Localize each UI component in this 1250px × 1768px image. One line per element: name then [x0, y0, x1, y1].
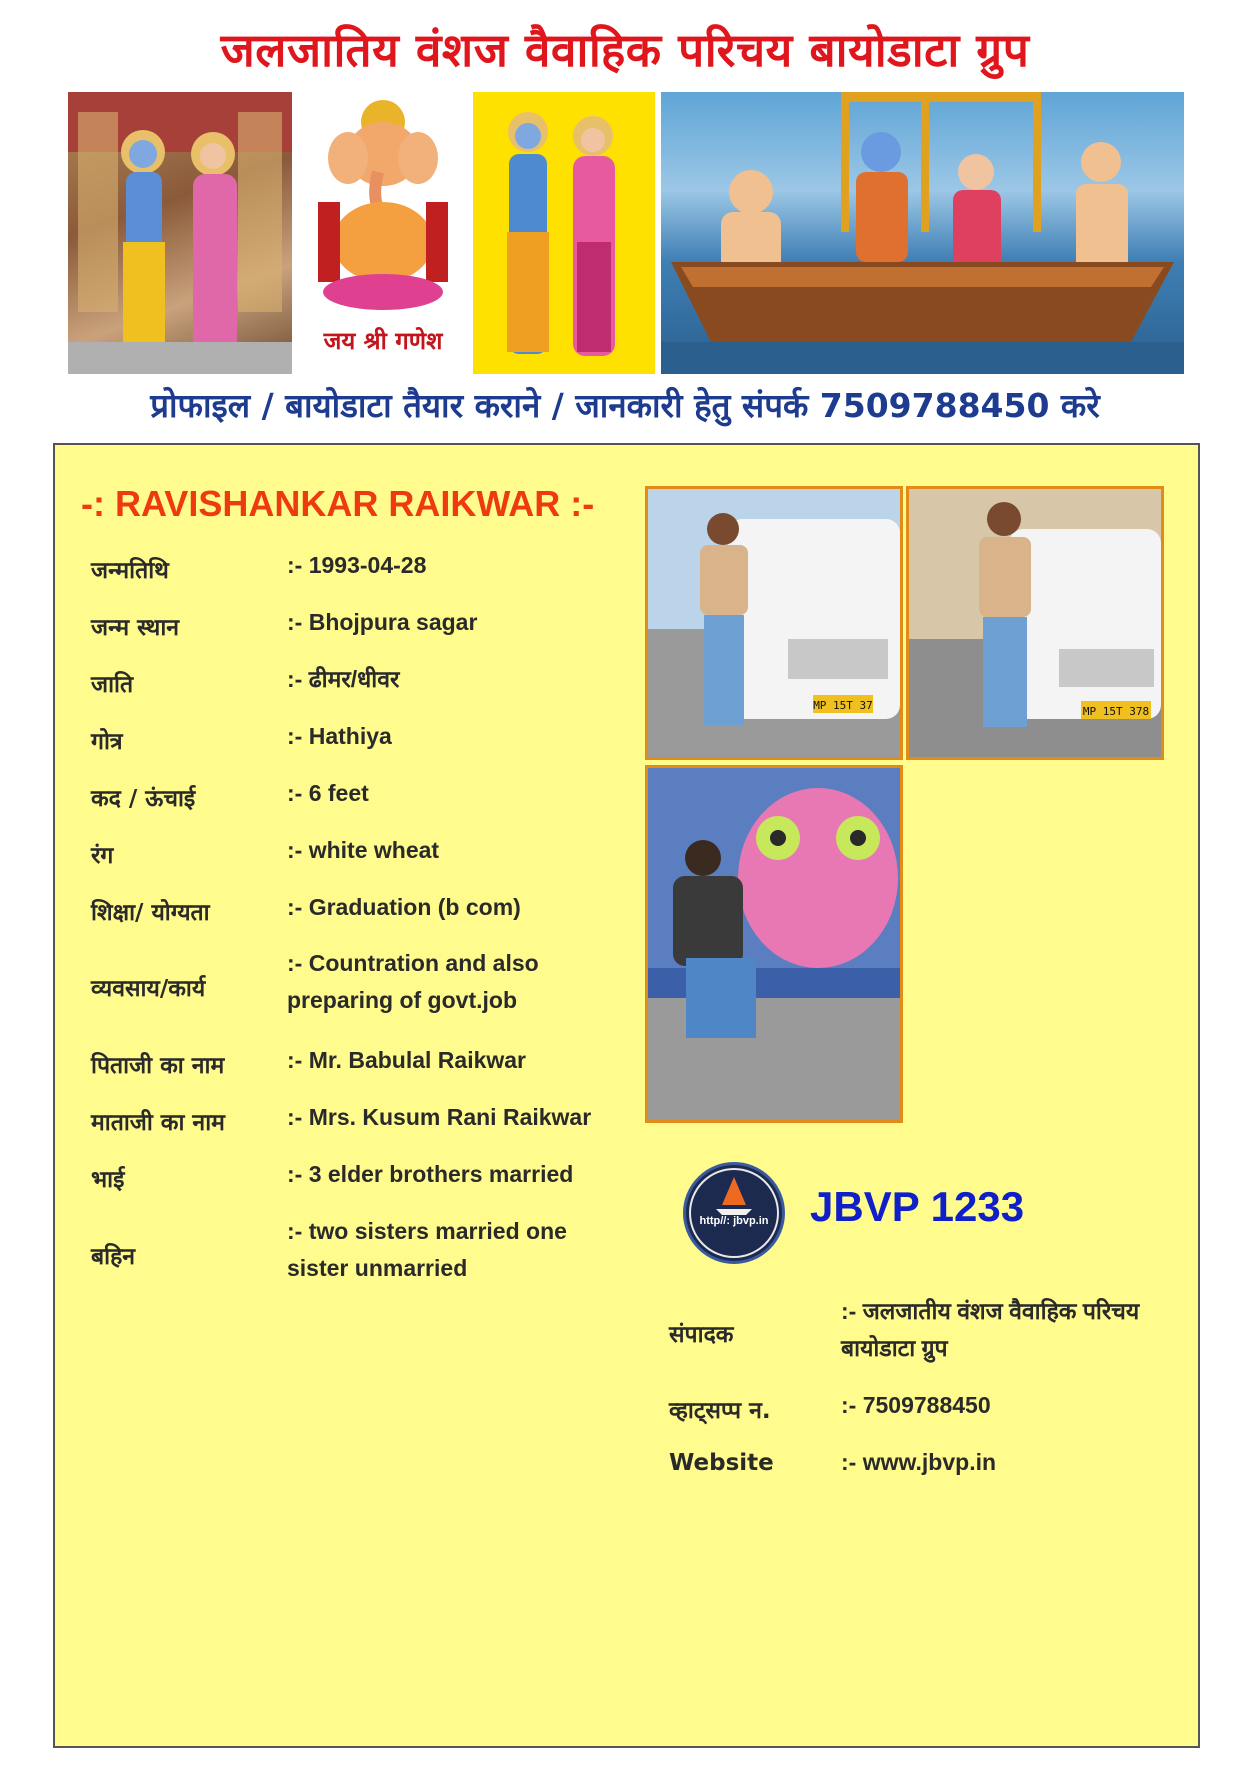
number-plate-text: MP 15T 37	[813, 699, 873, 712]
field-value: :- Mrs. Kusum Rani Raikwar	[287, 1104, 592, 1130]
field-value: :- two sisters married one sister unmarried	[287, 1218, 567, 1281]
field-label: बहिन	[91, 1244, 136, 1270]
field-label: शिक्षा/ योग्यता	[91, 900, 210, 926]
website-link[interactable]: :- www.jbvp.in	[841, 1449, 997, 1475]
field-value: :- ढीमर/धीवर	[287, 666, 400, 692]
banner-caption: जय श्री गणेश	[323, 327, 443, 355]
info-value: :- जलजातीय वंशज वैवाहिक परिचय बायोडाटा ग्रुप	[841, 1298, 1140, 1361]
field-label: गोत्र	[91, 729, 123, 755]
field-value: :- white wheat	[287, 837, 440, 863]
info-value: :- 7509788450	[841, 1392, 991, 1418]
banner-image-boat-scene	[661, 92, 1184, 374]
banner-image-ram-sita-wedding	[68, 92, 292, 374]
field-value: :- Mr. Babulal Raikwar	[287, 1047, 527, 1073]
logo-url-text: http//: jbvp.in	[699, 1215, 769, 1227]
field-value: :- Countration and also preparing of govt.job	[287, 950, 539, 1013]
banner-image-ram-sita	[473, 92, 655, 374]
field-value: :- Bhojpura sagar	[287, 609, 478, 635]
deity-banner	[68, 92, 1184, 374]
biodata-card	[53, 443, 1200, 1748]
field-label: जन्मतिथि	[91, 558, 169, 584]
contact-subheading: प्रोफाइल / बायोडाटा तैयार कराने / जानकारी हेतु संपर्क 7509788450 करे	[150, 386, 1100, 425]
field-value: :- 1993-04-28	[287, 552, 427, 578]
field-label: कद / ऊंचाई	[91, 786, 196, 812]
jbvp-logo	[683, 1162, 785, 1264]
candidate-photo-2	[906, 486, 1164, 760]
field-value: :- Hathiya	[287, 723, 392, 749]
field-label: पिताजी का नाम	[91, 1053, 225, 1079]
group-title: जलजातिय वंशज वैवाहिक परिचय बायोडाटा ग्रुप	[220, 23, 1030, 77]
candidate-name: -: RAVISHANKAR RAIKWAR :-	[81, 483, 595, 524]
field-value: :- 6 feet	[287, 780, 369, 806]
field-label: व्यवसाय/कार्य	[91, 976, 206, 1002]
info-label: Website	[669, 1450, 774, 1476]
field-label: माताजी का नाम	[91, 1110, 225, 1136]
field-value: :- Graduation (b com)	[287, 894, 521, 920]
candidate-photo-3	[645, 765, 903, 1123]
number-plate-text: MP 15T 378	[1082, 705, 1150, 718]
field-value: :- 3 elder brothers married	[287, 1161, 574, 1187]
field-label: रंग	[91, 843, 114, 869]
field-label: जन्म स्थान	[91, 615, 180, 641]
info-label: संपादक	[669, 1322, 734, 1348]
profile-id: JBVP 1233	[810, 1183, 1025, 1230]
field-label: जाति	[91, 672, 134, 698]
field-label: भाई	[91, 1167, 125, 1193]
info-label: व्हाट्सप्प न.	[669, 1398, 771, 1424]
candidate-photo-1	[645, 486, 903, 760]
